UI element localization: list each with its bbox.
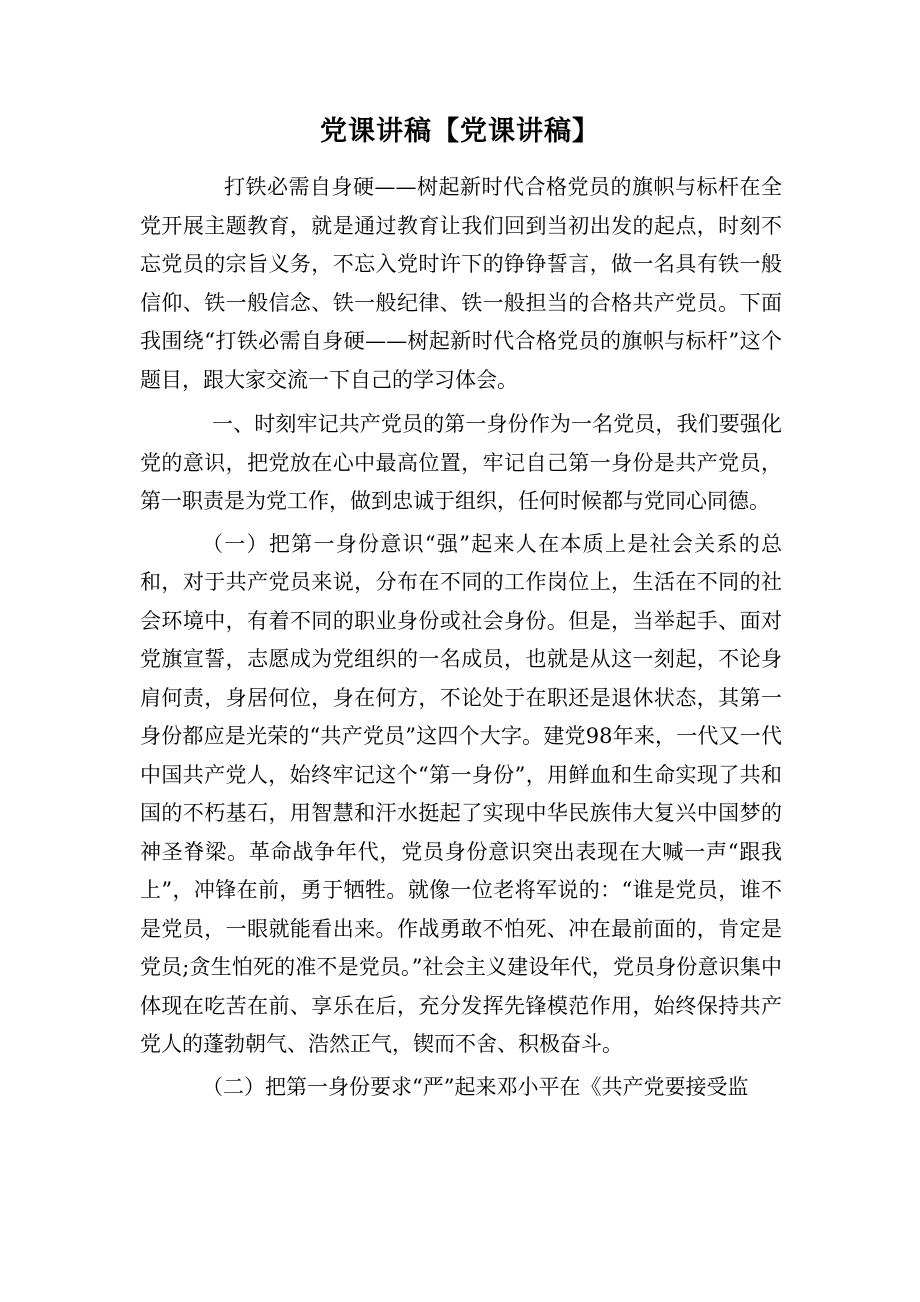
paragraph-intro: 打铁必需自身硬——树起新时代合格党员的旗帜与标杆在全党开展主题教育，就是通过教育让我们回到当初出发的起点，时刻不忘党员的宗旨义务，不忘入党时许下的铮铮誓言，做一名具有铁一般信仰、铁一般信念、铁一般纪律、铁一般担当的合格共产党员。下面我围绕“打铁必需自身硬——树起新时代合格党员的旗帜与标杆”这个题目，跟大家交流一下自己的学习体会。: [140, 175, 782, 392]
document-title: 党课讲稿【党课讲稿】: [320, 116, 600, 147]
document-body: [140, 168, 782, 1106]
paragraph-section-1: 一、时刻牢记共产党员的第一身份作为一名党员，我们要强化党的意识，把党放在心中最高位置，牢记自己第一身份是共产党员，第一职责是为党工作，做到忠诚于组织，任何时候都与党同心同德。: [140, 412, 782, 513]
paragraph-subsection-2: （二）把第一身份要求“严”起来邓小平在《共产党要接受监: [202, 1074, 749, 1099]
paragraph-subsection-1: （一）把第一身份意识“强”起来人在本质上是社会关系的总和，对于共产党员来说，分布在不同的工作岗位上，生活在不同的社会环境中，有着不同的职业身份或社会身份。但是，当举起手、面对党旗宣誓，志愿成为党组织的一名成员，也就是从这一刻起，不论身肩何责，身居何位，身在何方，不论处于在职还是退休状态，其第一身份都应是光荣的“共产党员”这四个大字。建党98年来，一代又一代中国共产党人，始终牢记这个“第一身份”，用鲜血和生命实现了共和国的不朽基石，用智慧和汗水挺起了实现中华民族伟大复兴中国梦的神圣脊梁。革命战争年代，党员身份意识突出表现在大喊一声“跟我上”，冲锋在前，勇于牺牲。就像一位老将军说的：“谁是党员，谁不是党员，一眼就能看出来。作战勇敢不怕死、冲在最前面的，肯定是党员;贪生怕死的准不是党员。”社会主义建设年代，党员身份意识集中体现在吃苦在前、享乐在后，充分发挥先锋模范作用，始终保持共产党人的蓬勃朝气、浩然正气，锲而不舍、积极奋斗。: [140, 531, 782, 1056]
